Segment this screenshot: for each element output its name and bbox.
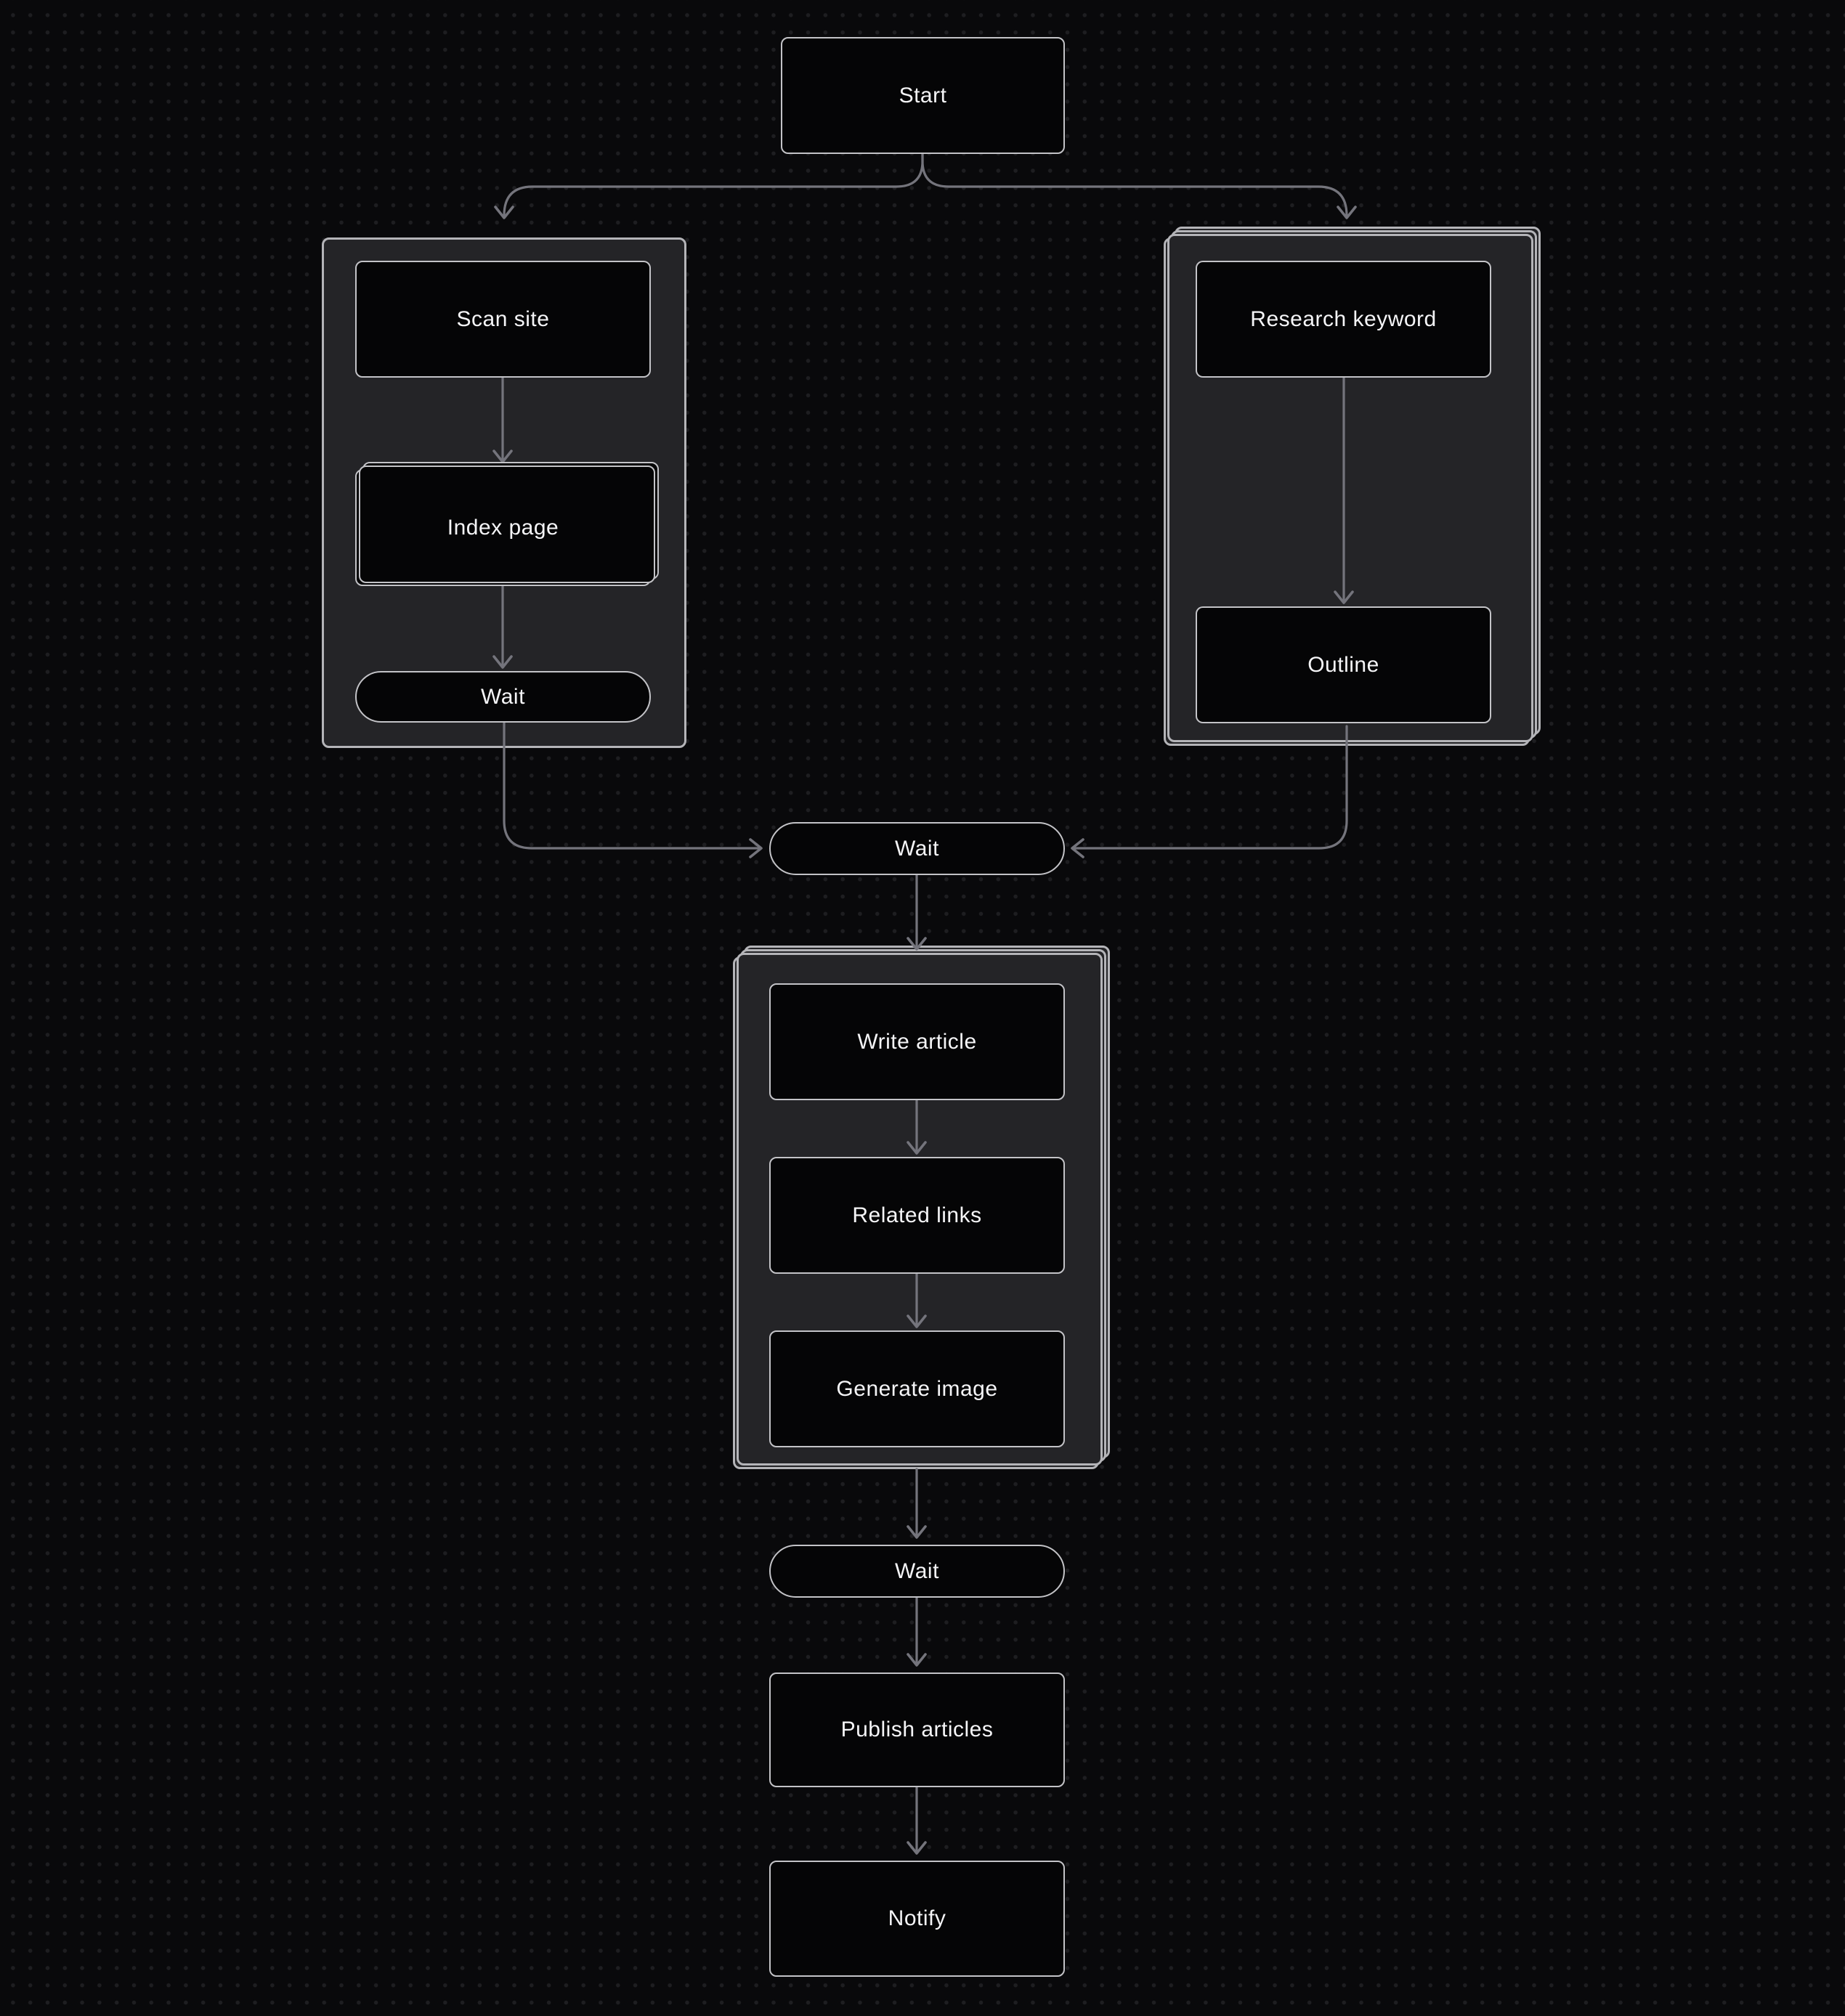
node-wait-scan[interactable]	[355, 671, 651, 723]
node-index-page[interactable]	[355, 469, 651, 586]
node-label: Related links	[852, 1203, 982, 1227]
node-start[interactable]	[781, 37, 1065, 154]
node-label: Publish articles	[840, 1718, 994, 1741]
node-label: Research keyword	[1250, 306, 1437, 331]
node-related-links[interactable]	[769, 1157, 1065, 1274]
node-wait-publish[interactable]	[769, 1545, 1065, 1598]
node-research-keyword[interactable]	[1196, 261, 1491, 378]
arrowhead-right	[750, 840, 761, 857]
arrowhead-down	[908, 1654, 925, 1665]
arrowhead-left	[1072, 840, 1083, 857]
node-label: Generate image	[836, 1376, 998, 1401]
node-label: Index page	[447, 515, 559, 540]
node-label: Notify	[888, 1906, 946, 1930]
node-scan-site[interactable]	[355, 261, 651, 378]
node-label: Scan site	[456, 306, 550, 331]
node-label: Start	[899, 83, 947, 107]
node-notify[interactable]	[769, 1861, 1065, 1977]
node-label: Wait	[895, 836, 939, 861]
node-label: Outline	[1307, 652, 1379, 677]
edge-start-to-research-group	[922, 154, 1347, 216]
node-publish-articles[interactable]	[769, 1672, 1065, 1787]
edge-start-to-scan-group	[504, 154, 922, 216]
node-generate-image[interactable]	[769, 1330, 1065, 1447]
node-label: Wait	[481, 684, 525, 709]
arrowhead-down	[1338, 207, 1355, 218]
node-write-article[interactable]	[769, 983, 1065, 1100]
node-label: Wait	[895, 1558, 939, 1583]
node-outline[interactable]	[1196, 606, 1491, 723]
node-label: Write article	[857, 1029, 977, 1054]
arrowhead-down	[908, 1527, 925, 1537]
node-wait-merge[interactable]	[769, 822, 1065, 875]
arrowhead-down	[908, 1842, 925, 1853]
arrowhead-down	[495, 207, 513, 218]
